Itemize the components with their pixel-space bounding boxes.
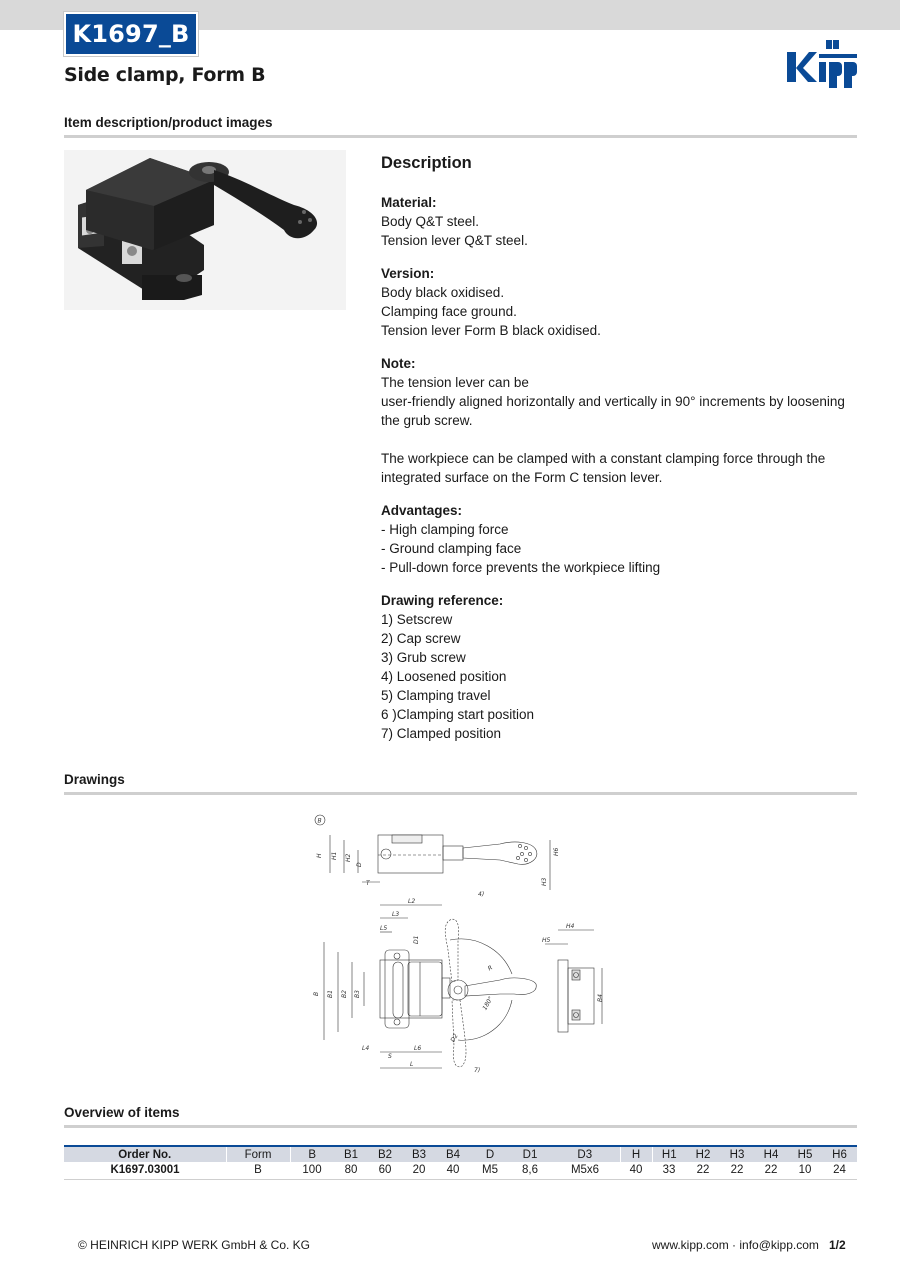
- page-title: Side clamp, Form B: [64, 64, 266, 86]
- col-header: B1: [334, 1146, 368, 1162]
- table-cell: 22: [720, 1162, 754, 1179]
- reference-item: 5) Clamping travel: [381, 688, 491, 703]
- table-cell: 20: [402, 1162, 436, 1179]
- footer-copyright: © HEINRICH KIPP WERK GmbH & Co. KG: [78, 1238, 310, 1252]
- reference-item: 4) Loosened position: [381, 669, 507, 684]
- dim-B1: B1: [327, 990, 334, 998]
- table-cell: 33: [652, 1162, 686, 1179]
- table-cell: M5: [470, 1162, 510, 1179]
- technical-drawing: [300, 810, 620, 1080]
- advantage-item: - Pull-down force prevents the workpiece lifting: [381, 560, 661, 575]
- col-header: H6: [822, 1146, 857, 1162]
- version-line: Clamping face ground.: [381, 304, 517, 319]
- dim-B4: B4: [597, 994, 604, 1002]
- col-header: Form: [226, 1146, 290, 1162]
- advantages-block: [381, 501, 851, 577]
- reference-item: 3) Grub screw: [381, 650, 466, 665]
- col-header: D3: [550, 1146, 620, 1162]
- end-view-plate: [558, 960, 568, 1032]
- col-header: H: [620, 1146, 652, 1162]
- logo-text: Kipp: [821, 91, 824, 92]
- note-line: The tension lever can be: [381, 375, 529, 390]
- form-marker: B: [317, 817, 322, 825]
- table-row: [64, 1162, 857, 1179]
- dim-B2: B2: [341, 990, 348, 998]
- dim-H: H: [316, 853, 323, 858]
- body-plan-view: [380, 960, 442, 1018]
- dim-L: L: [410, 1061, 414, 1068]
- description-heading: Description: [381, 154, 472, 172]
- reference-item: 7) Clamped position: [381, 726, 502, 741]
- items-table: [64, 1145, 857, 1180]
- dim-L3: L3: [392, 911, 400, 918]
- col-header: H1: [652, 1146, 686, 1162]
- dim-L2: L2: [408, 898, 416, 905]
- dim-L4: L4: [362, 1045, 370, 1052]
- dim-H4: H4: [566, 923, 575, 930]
- table-cell: 22: [686, 1162, 720, 1179]
- table-cell: 60: [368, 1162, 402, 1179]
- note-line: user-friendly aligned horizontally and vertically in 90° increments by loosening the grub screw.: [381, 394, 845, 428]
- cell-order-no: K1697.03001: [64, 1162, 226, 1179]
- col-header: B4: [436, 1146, 470, 1162]
- dim-B3: B3: [354, 990, 361, 998]
- section-rule: [64, 1125, 857, 1128]
- table-cell: 40: [620, 1162, 652, 1179]
- col-header: H2: [686, 1146, 720, 1162]
- col-header: B2: [368, 1146, 402, 1162]
- section-heading-images: Item description/product images: [64, 115, 273, 130]
- version-label: Version:: [381, 266, 435, 281]
- reference-block: [381, 591, 851, 743]
- dim-H6: H6: [553, 847, 560, 856]
- version-line: Body black oxidised.: [381, 285, 505, 300]
- material-block: [381, 193, 851, 250]
- dim-L5: L5: [380, 925, 388, 932]
- material-line: Body Q&T steel.: [381, 214, 480, 229]
- lever-plan-view: [465, 978, 536, 996]
- dim-S: S: [388, 1053, 392, 1060]
- note-block: [381, 354, 851, 487]
- kipp-logo-icon: [783, 36, 859, 92]
- footer-contact: www.kipp.com · info@kipp.com: [652, 1238, 819, 1252]
- reference-item: 6 )Clamping start position: [381, 707, 535, 722]
- section-rule: [64, 135, 857, 138]
- dim-H2: H2: [345, 853, 352, 862]
- table-cell: 100: [290, 1162, 334, 1179]
- description-block: [381, 152, 851, 757]
- dim-T: T: [366, 880, 370, 887]
- note-paragraph: The workpiece can be clamped with a constant clamping force through the integrated surface on the Form C tension lever.: [381, 451, 826, 485]
- section-heading-overview: Overview of items: [64, 1105, 180, 1120]
- col-header: H3: [720, 1146, 754, 1162]
- section-heading-drawings: Drawings: [64, 772, 125, 787]
- table-cell: 80: [334, 1162, 368, 1179]
- advantages-label: Advantages:: [381, 503, 463, 518]
- table-cell: 8,6: [510, 1162, 550, 1179]
- ref-4: 4): [478, 891, 485, 898]
- dim-L6: L6: [414, 1045, 422, 1052]
- material-label: Material:: [381, 195, 437, 210]
- table-cell: 10: [788, 1162, 822, 1179]
- lever-top-view: [463, 842, 537, 864]
- col-header: H4: [754, 1146, 788, 1162]
- ref-7: 7): [474, 1067, 481, 1074]
- dim-D1: D1: [413, 935, 420, 944]
- table-cell: 22: [754, 1162, 788, 1179]
- col-header: D: [470, 1146, 510, 1162]
- dim-B: B: [313, 991, 320, 996]
- table-cell: B: [226, 1162, 290, 1179]
- note-label: Note:: [381, 356, 416, 371]
- table-header-row: [64, 1146, 857, 1162]
- col-header: H5: [788, 1146, 822, 1162]
- version-block: [381, 264, 851, 340]
- dim-H5: H5: [542, 937, 551, 944]
- dim-R: R: [486, 964, 494, 973]
- section-rule: [64, 792, 857, 795]
- col-header: B3: [402, 1146, 436, 1162]
- dim-D2: D2: [449, 1032, 460, 1044]
- dim-H1: H1: [331, 851, 338, 860]
- table-cell: 24: [822, 1162, 857, 1179]
- reference-item: 2) Cap screw: [381, 631, 461, 646]
- footer-page-number: 1/2: [829, 1238, 846, 1252]
- dim-D: D: [356, 862, 363, 867]
- clamping-travel-arc: [450, 939, 512, 974]
- version-line: Tension lever Form B black oxidised.: [381, 323, 601, 338]
- col-header: B: [290, 1146, 334, 1162]
- advantage-item: - High clamping force: [381, 522, 509, 537]
- dim-H3: H3: [541, 877, 548, 886]
- table-cell: M5x6: [550, 1162, 620, 1179]
- product-code-badge: K1697_B: [64, 12, 198, 56]
- product-photo: [64, 150, 346, 310]
- reference-item: 1) Setscrew: [381, 612, 453, 627]
- advantage-item: - Ground clamping face: [381, 541, 522, 556]
- reference-label: Drawing reference:: [381, 593, 504, 608]
- dim-angle: 180°: [481, 995, 495, 1012]
- table-cell: 40: [436, 1162, 470, 1179]
- col-header: Order No.: [64, 1146, 226, 1162]
- col-header: D1: [510, 1146, 550, 1162]
- material-line: Tension lever Q&T steel.: [381, 233, 528, 248]
